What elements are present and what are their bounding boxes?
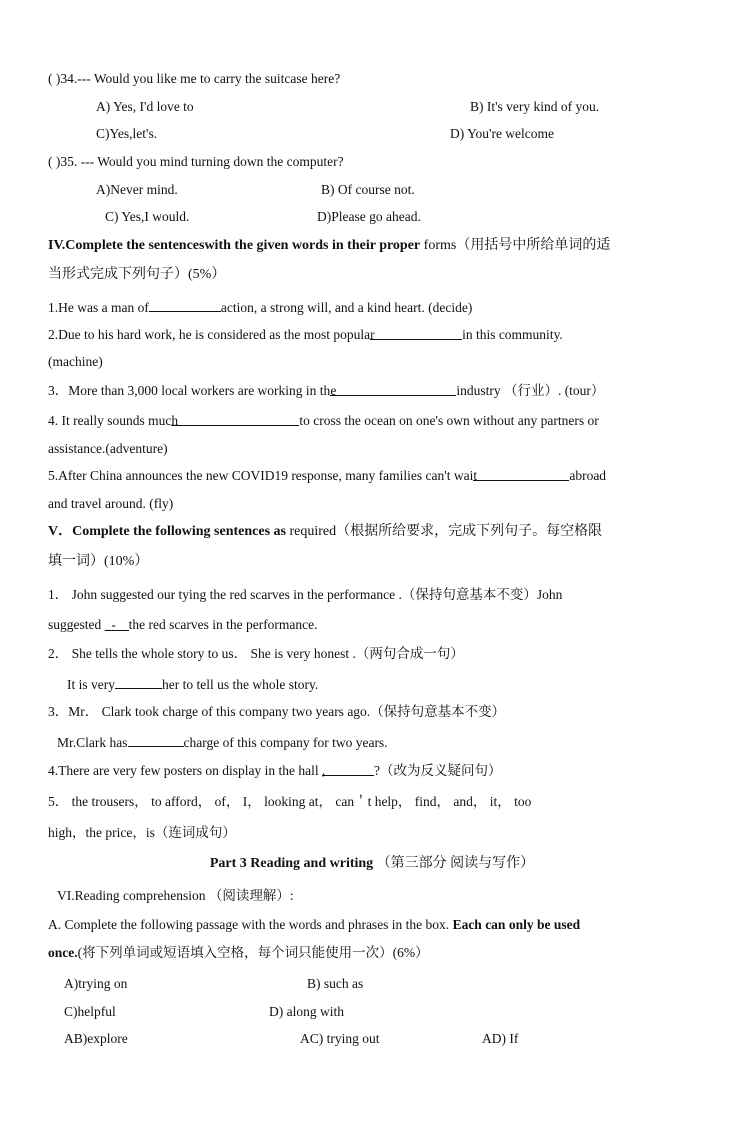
s5-item-5-line2: high，the price，is（连词成句） <box>48 825 236 840</box>
reading-comprehension-heading: VI.Reading comprehension （阅读理解）: <box>57 888 294 903</box>
answer-blank[interactable]: e <box>330 382 456 396</box>
s5-item-5: 5． the trousers， to afford， of， I， looking at， can＇t help， find， and， it， too <box>48 794 532 809</box>
answer-blank[interactable]: t <box>473 467 569 481</box>
s5-item-1-answer: suggested _-the red scarves in the performance. <box>48 617 318 632</box>
q35-option-a: A)Never mind. <box>96 182 178 197</box>
q34-option-b: B) It's very kind of you. <box>470 99 600 114</box>
word-option-a: A)trying on <box>64 976 128 991</box>
q34-option-c: C)Yes,let's. <box>96 126 158 141</box>
word-option-b: B) such as <box>307 976 364 991</box>
word-option-ac: AC) trying out <box>300 1031 380 1046</box>
word-option-ab: AB)explore <box>64 1031 128 1046</box>
s5-item-2-answer: It is very her to tell us the whole story. <box>67 677 319 692</box>
answer-blank[interactable] <box>128 733 184 747</box>
word-option-c: C)helpful <box>64 1004 116 1019</box>
q34-option-a: A) Yes, I'd love to <box>96 99 194 114</box>
section-4-heading: IV.Complete the sentenceswith the given words in their proper forms（用括号中所给单词的适 <box>48 238 611 253</box>
s4-item-3: 3．More than 3,000 local workers are working in the industry （行业）. (tour） <box>48 383 605 398</box>
answer-blank[interactable] <box>115 675 162 689</box>
answer-blank[interactable]: h <box>171 412 299 426</box>
answer-blank[interactable]: _- <box>105 616 129 631</box>
s5-item-2: 2． She tells the whole story to us． She is very honest .（两句合成一句） <box>48 646 464 661</box>
part-3-title: Part 3 Reading and writing （第三部分 阅读与写作） <box>209 856 535 871</box>
answer-blank[interactable] <box>149 298 221 312</box>
s4-item-5-hint: and travel around. (fly) <box>48 496 174 511</box>
s4-item-2-hint: (machine) <box>48 354 103 369</box>
section-a-instruction: A. Complete the following passage with the words and phrases in the box. Each can only be used <box>48 917 581 932</box>
s4-item-5: 5.After China announces the new COVID19 response, many families can't wait abroad <box>48 468 607 483</box>
q34-option-d: D) You're welcome <box>450 126 555 141</box>
section-5-heading: V．Complete the following sentences as required（根据所给要求，完成下列句子。每空格限 <box>48 524 603 539</box>
answer-blank[interactable]: r <box>370 326 462 340</box>
q34-stem: ( )34.--- Would you like me to carry the suitcase here? <box>48 71 341 86</box>
q35-option-b: B) Of course not. <box>321 182 415 197</box>
q35-stem: ( )35. --- Would you mind turning down the computer? <box>48 154 344 169</box>
section-a-instruction-line2: once.(将下列单词或短语填入空格，每个词只能使用一次）(6%） <box>48 945 429 960</box>
s5-item-1: 1． John suggested our tying the red scarves in the performance .（保持句意基本不变）John <box>48 587 563 602</box>
answer-blank[interactable]: , <box>322 762 374 776</box>
s4-item-1: 1.He was a man of action, a strong will, and a kind heart. (decide) <box>48 300 473 315</box>
s4-item-4: 4. It really sounds much to cross the ocean on one's own without any partners or <box>48 413 599 428</box>
word-option-ad: AD) If <box>482 1031 519 1046</box>
word-option-d: D) along with <box>269 1004 344 1019</box>
s4-item-2: 2.Due to his hard work, he is considered as the most popular in this community. <box>48 327 563 342</box>
s5-item-3-answer: Mr.Clark has charge of this company for two years. <box>57 735 388 750</box>
q35-option-c: C) Yes,I would. <box>105 209 190 224</box>
section-5-heading-line2: 填一词）(10%） <box>48 554 149 569</box>
s4-item-4-hint: assistance.(adventure) <box>48 441 168 456</box>
s5-item-4: 4.There are very few posters on display in the hall , ?（改为反义疑问句） <box>48 763 502 778</box>
q35-option-d: D)Please go ahead. <box>317 209 421 224</box>
section-4-heading-line2: 当形式完成下列句子）(5%） <box>48 267 226 282</box>
s5-item-3: 3．Mr． Clark took charge of this company two years ago.（保持句意基本不变） <box>48 704 506 719</box>
